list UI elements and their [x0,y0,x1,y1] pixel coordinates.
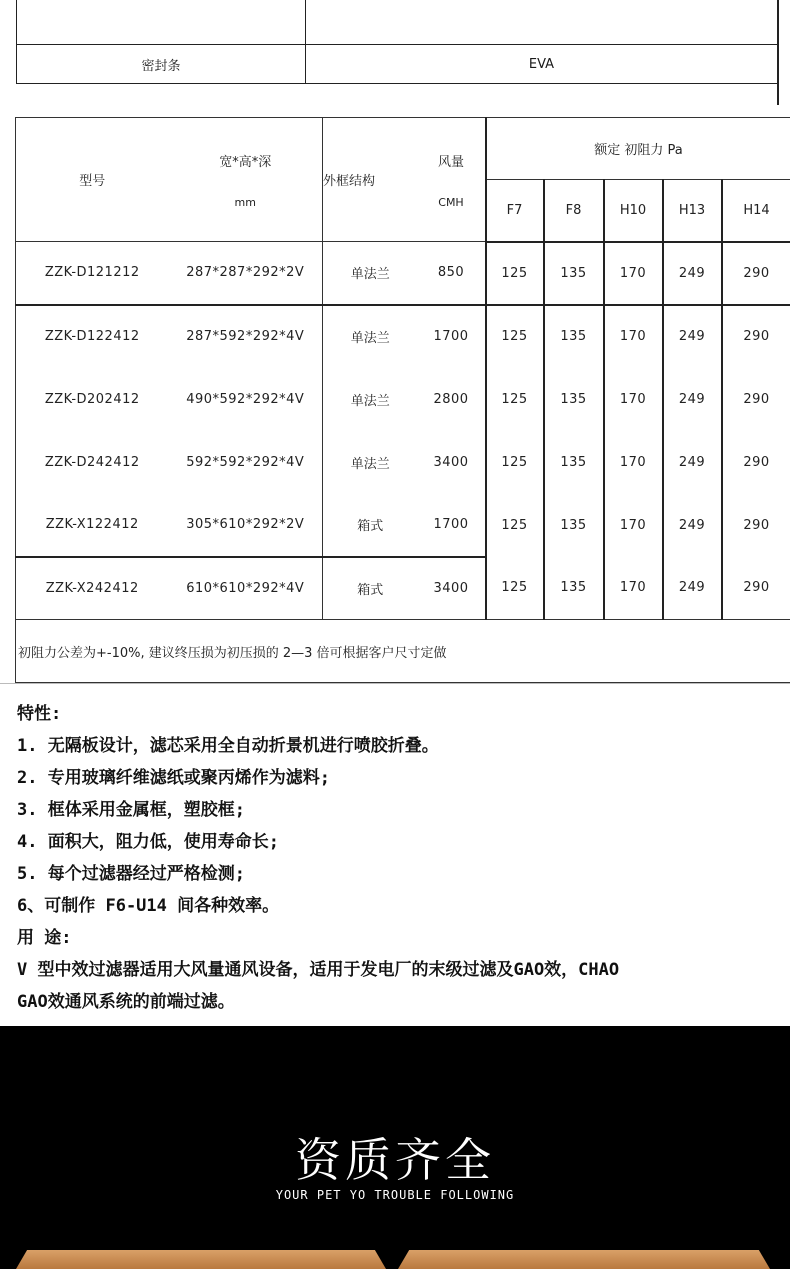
cell-value: 290 [722,242,790,305]
table-row [16,305,790,368]
spec-table [15,117,790,683]
cell-model: ZZK-D122412 [16,305,169,368]
cell-value: 170 [604,494,663,557]
cell-model: ZZK-D121212 [16,242,169,305]
cell-value: 290 [722,557,790,620]
cell-value: 135 [544,305,604,368]
cell-value: 249 [663,368,722,431]
cell-value: 135 [544,494,604,557]
cell-airflow: 1700 [418,494,486,557]
cell-frame: 箱式 [323,494,418,557]
table-row [16,431,790,494]
divider [0,683,790,684]
cell-value: 125 [486,368,544,431]
grade-h13: H13 [663,180,722,242]
feature-item: 3. 框体采用金属框，塑胶框; [17,800,245,820]
cell-value: 249 [663,242,722,305]
grade-f8: F8 [544,180,604,242]
qualification-banner [0,1026,790,1269]
usage-text: V 型中效过滤器适用大风量通风设备，适用于发电厂的末级过滤及GAO效，CHAO [17,960,620,980]
table-note: 初阻力公差为+-10%, 建议终压损为初压损的 2—3 倍可根据客户尺寸定做 [16,620,790,683]
table-row [16,557,790,620]
header-resistance: 额定 初阻力 Pa [486,118,790,180]
seal-table [16,0,778,84]
features-section [17,698,777,1018]
feature-item: 6、可制作 F6-U14 间各种效率。 [17,896,280,916]
cell-airflow: 3400 [418,431,486,494]
cell-value: 249 [663,305,722,368]
cell-model: ZZK-D202412 [16,368,169,431]
table-row [16,494,790,557]
table-row [16,368,790,431]
cell-value: 125 [486,305,544,368]
cell-frame: 单法兰 [323,305,418,368]
table-row [16,242,790,305]
feature-item: 4. 面积大，阻力低，使用寿命长; [17,832,279,852]
cell-value: 249 [663,494,722,557]
cell-airflow: 850 [418,242,486,305]
cell-value: 249 [663,431,722,494]
cell-model: ZZK-D242412 [16,431,169,494]
cell-value: 125 [486,494,544,557]
feature-item: 1. 无隔板设计，滤芯采用全自动折景机进行喷胶折叠。 [17,736,439,756]
grade-h10: H10 [604,180,663,242]
seal-label: 密封条 [141,59,181,74]
cell-value: 135 [544,368,604,431]
cell-value: 135 [544,242,604,305]
cell-model: ZZK-X242412 [16,557,169,620]
grade-h14: H14 [722,180,790,242]
cell-frame: 单法兰 [323,431,418,494]
cell-value: 290 [743,391,770,407]
cell-value: 170 [604,431,663,494]
table-edge [777,0,779,105]
cell-value: 135 [544,557,604,620]
certificate-image [16,1250,386,1269]
cell-value: 135 [544,431,604,494]
cell-frame: 单法兰 [323,368,418,431]
cell-value: 290 [743,329,770,344]
cell-value: 170 [604,368,663,431]
header-airflow: 风量 CMH [418,118,486,242]
cell-size: 305*610*292*2V [169,494,323,557]
cell-value: 125 [486,431,544,494]
cell-value: 125 [486,557,544,620]
cell-value: 170 [604,557,663,620]
cell-value: 290 [743,454,770,470]
feature-item: 5. 每个过滤器经过严格检测; [17,864,245,884]
header-frame: 外框结构 [323,118,418,242]
seal-value: EVA [528,57,555,72]
cell-airflow: 3400 [418,557,486,620]
usage-title: 用 途: [17,928,72,948]
cell-value: 290 [743,517,770,533]
features-title: 特性: [17,704,62,724]
grade-f7: F7 [486,180,544,242]
cell-size: 610*610*292*4V [169,557,323,620]
cell-size: 287*287*292*2V [169,242,323,305]
banner-title: 资质齐全 [295,1133,495,1187]
cell-size: 490*592*292*4V [186,391,305,407]
feature-item: 2. 专用玻璃纤维滤纸或聚丙烯作为滤料; [17,768,330,788]
banner-subtitle: YOUR PET YO TROUBLE FOLLOWING [275,1188,515,1202]
header-size: 宽*高*深 mm [169,118,323,242]
cell-value: 170 [604,305,663,368]
cell-value: 249 [663,557,722,620]
cell-size: 592*592*292*4V [186,454,305,470]
certificate-image [398,1250,770,1269]
header-model: 型号 [16,118,169,242]
cell-airflow: 2800 [418,368,486,431]
cell-value: 125 [486,242,544,305]
cell-frame: 单法兰 [323,242,418,305]
cell-size: 287*592*292*4V [186,329,305,344]
cell-model: ZZK-X122412 [16,494,169,557]
cell-airflow: 1700 [418,305,486,368]
usage-text: GAO效通风系统的前端过滤。 [17,992,235,1012]
cell-frame: 箱式 [323,557,418,620]
cell-value: 170 [604,242,663,305]
